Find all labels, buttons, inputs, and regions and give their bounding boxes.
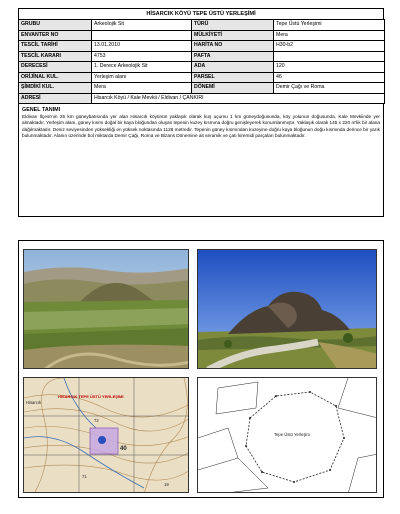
field-value — [274, 51, 385, 62]
map-number-4: 19 — [164, 482, 169, 487]
field-label: DÖNEMİ — [192, 83, 274, 94]
field-value: Mera — [274, 30, 385, 41]
info-row — [19, 41, 385, 52]
topographic-map — [23, 377, 189, 493]
general-description — [18, 104, 384, 217]
address-value: Hisarcık Köyü / Kale Mevkii / Eldivan / ÇANKIRI — [92, 93, 385, 104]
info-row — [19, 83, 385, 94]
plan-label: Tepe Üstü Yerleşim — [274, 432, 310, 437]
field-label: GRUBU — [19, 20, 92, 31]
field-label: ŞİMDİKİ KUL. — [19, 83, 92, 94]
address-row — [19, 93, 385, 104]
field-label: TESCİL KARARI — [19, 51, 92, 62]
field-label: PAFTA — [192, 51, 274, 62]
map-place-label: Hisarcık — [26, 400, 42, 405]
sheet-title: HİSARCIK KÖYÜ TEPE ÜSTÜ YERLEŞİMİ — [18, 8, 384, 19]
info-row — [19, 72, 385, 83]
field-value: H30-b2 — [274, 41, 385, 52]
field-value: 4753 — [92, 51, 192, 62]
field-label: MÜLKİYETİ — [192, 30, 274, 41]
field-value — [92, 30, 192, 41]
general-heading: GENEL TANIMI — [22, 107, 61, 113]
info-row — [19, 62, 385, 73]
landscape-photo — [23, 249, 189, 369]
map-site-label: HİSARCIK TEPE ÜSTÜ YERLEŞİMİ — [58, 394, 124, 399]
general-text: Eldivan İlçesi'nin 25 km güneybatısında yer alan Hisarcık köyünün yaklaşık olarak kuş uçumu 1 km güneydoğusunda, köy yolunun doğusunda, Kale Mevkiinde yer almaktadır. Yerleşim alanı, güney kısmı doğal bir kaya bloğundan oluşan tepenin kuzey kısmına doğru genişleyerek konumlanmıştır. Yaklaşık olarak 145 x 220 m'lik bir alana dağılmaktadır. Deniz seviyesinden yüksekliği en yüksek noktasında 1128 metredir. Tepenin güney kısmından kuzeyine doğru kaya bloğunun doğu kısmında derince bir yarık bulunmaktadır. Alanın üzerinde bol miktarda Demir Çağı, Roma ve Bizans Dönemine ait seramik ve çatı kiremidi parçaları bulunmaktadır. — [22, 114, 380, 138]
photo-panel — [18, 240, 384, 498]
map-number-3: 71 — [82, 474, 87, 479]
field-label: ENVANTER NO — [19, 30, 92, 41]
field-label: HARİTA NO — [192, 41, 274, 52]
field-value: Mera — [92, 83, 192, 94]
map-number-1: 72 — [94, 418, 99, 423]
field-label: TÜRÜ — [192, 20, 274, 31]
field-label: ORİJİNAL KUL. — [19, 72, 92, 83]
field-label: TESCİL TARİHİ — [19, 41, 92, 52]
field-value: 46 — [274, 72, 385, 83]
field-value: Yerleşim alanı — [92, 72, 192, 83]
field-label: PARSEL — [192, 72, 274, 83]
info-row — [19, 51, 385, 62]
address-label: ADRESİ — [19, 93, 92, 104]
field-value: Demir Çağı ve Roma — [274, 83, 385, 94]
field-value: 13.01.2010 — [92, 41, 192, 52]
field-value: 1. Derece Arkeolojik Sit — [92, 62, 192, 73]
field-value: Arkeolojik Sit — [92, 20, 192, 31]
field-value: Tepe Üstü Yerleşimi — [274, 20, 385, 31]
info-row — [19, 20, 385, 31]
cadastral-plan — [197, 377, 377, 493]
field-label: DERECESİ — [19, 62, 92, 73]
field-value: 120 — [274, 62, 385, 73]
info-row — [19, 30, 385, 41]
rock-outcrop-photo — [197, 249, 377, 369]
field-label: ADA — [192, 62, 274, 73]
info-table — [18, 19, 385, 104]
map-number-2: 40 — [120, 446, 127, 452]
inventory-sheet — [18, 8, 384, 498]
